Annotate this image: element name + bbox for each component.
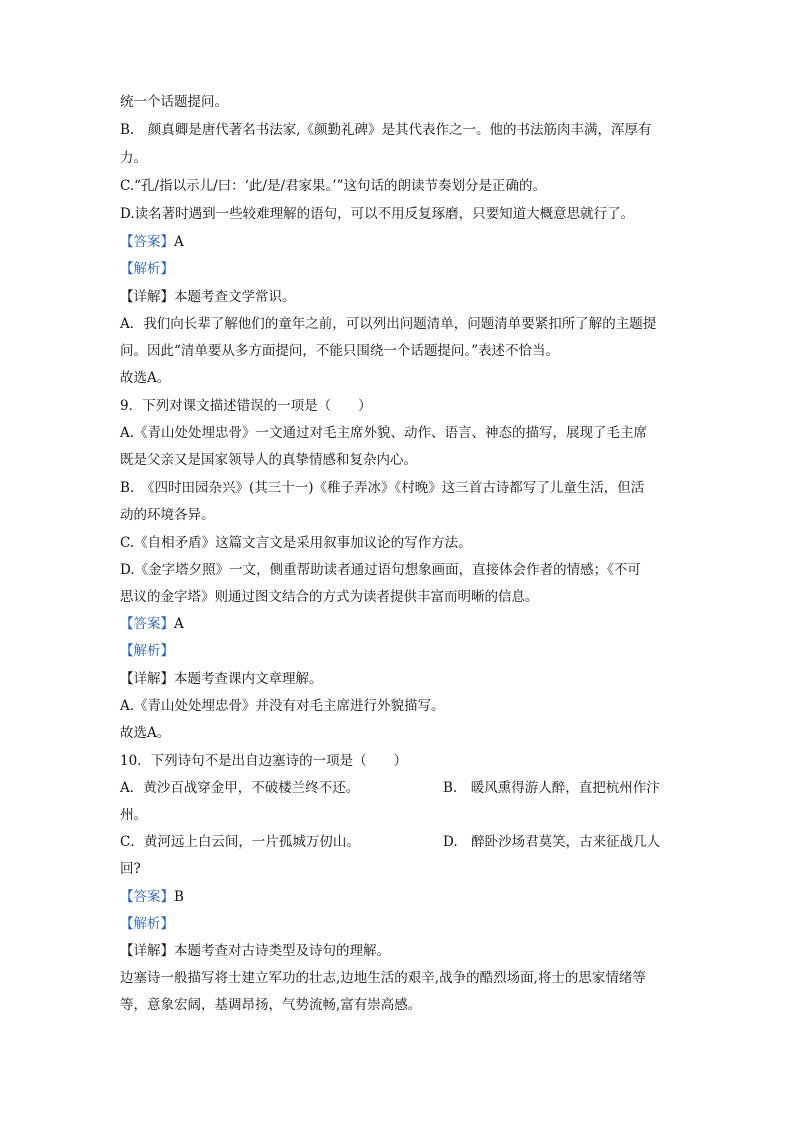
answer-line-3 bbox=[120, 887, 184, 907]
q9-option-d-line-2: 思议的金字塔》则通过图文结合的方式为读者提供丰富而明晰的信息。 bbox=[120, 589, 539, 605]
explanation-line: 边塞诗一般描写将士建立军功的壮志,边地生活的艰辛,战争的酷烈场面,将士的思家情绪等 bbox=[120, 970, 646, 986]
q10-option-c: C．黄河远上白云间，一片孤城万仞山。 bbox=[120, 834, 360, 850]
answer-value: B bbox=[174, 889, 184, 905]
text-line: 统一个话题提问。 bbox=[120, 94, 228, 110]
explanation-line: 等，意象宏阔，基调昂扬，气势流畅,富有崇高感。 bbox=[120, 997, 422, 1013]
q9-option-a-line-1: A.《青山处处埋忠骨》一文通过对毛主席外貌、动作、语言、神态的描写，展现了毛主席 bbox=[120, 425, 648, 441]
detail-text: 本题考查文学常识。 bbox=[174, 289, 296, 305]
detail-tag: 【详解】 bbox=[120, 289, 174, 305]
answer-tag: 【答案】 bbox=[120, 234, 174, 250]
analysis-tag: 【解析】 bbox=[120, 643, 174, 659]
detail-line-1 bbox=[120, 287, 296, 307]
question-10-title: 10．下列诗句不是出自边塞诗的一项是（ ） bbox=[120, 753, 408, 769]
q10-option-d-line-1: D. 醉卧沙场君莫笑，古来征战几人 bbox=[443, 834, 661, 850]
option-b-line-1: B. 颜真卿是唐代著名书法家,《颜勤礼碑》是其代表作之一。他的书法筋肉丰满，浑厚有 bbox=[120, 122, 652, 138]
answer-tag: 【答案】 bbox=[120, 889, 174, 905]
conclusion-line: 故选A。 bbox=[120, 370, 171, 386]
answer-value: A bbox=[174, 234, 184, 250]
q10-option-d-line-2: 回? bbox=[120, 861, 141, 877]
detail-line-3 bbox=[120, 941, 390, 961]
option-b-line-2: 力。 bbox=[120, 150, 147, 166]
q9-option-b-line-1: B. 《四时田园杂兴》(其三十一)《稚子弄冰》《村晚》这三首古诗都写了儿童生活，但活 bbox=[120, 480, 645, 496]
q9-option-b-line-2: 动的环境各异。 bbox=[120, 507, 215, 523]
explanation-line: 问。因此“清单要从多方面提问，不能只围绕一个话题提问。”表述不恰当。 bbox=[120, 343, 560, 359]
q9-option-a-line-2: 既是父亲又是国家领导人的真挚情感和复杂内心。 bbox=[120, 452, 417, 468]
q9-option-d-line-1: D.《金字塔夕照》一文，侧重帮助读者通过语句想象画面，直接体会作者的情感；《不可 bbox=[120, 562, 641, 578]
detail-tag: 【详解】 bbox=[120, 943, 174, 959]
option-c-line: C.“孔/指以示儿/曰：‘此/是/君家果。’”这句话的朗读节奏划分是正确的。 bbox=[120, 178, 546, 194]
q10-option-b-line-2: 州。 bbox=[120, 807, 147, 823]
detail-text: 本题考查对古诗类型及诗句的理解。 bbox=[174, 943, 390, 959]
option-d-line: D.读名著时遇到一些较难理解的语句，可以不用反复琢磨，只要知道大概意思就行了。 bbox=[120, 206, 635, 222]
answer-tag: 【答案】 bbox=[120, 616, 174, 632]
answer-value: A bbox=[174, 616, 184, 632]
analysis-tag: 【解析】 bbox=[120, 916, 174, 932]
explanation-line: A.《青山处处埋忠骨》并没有对毛主席进行外貌描写。 bbox=[120, 698, 445, 714]
q9-option-c-line: C.《自相矛盾》这篇文言文是采用叙事加议论的写作方法。 bbox=[120, 535, 472, 551]
detail-line-2 bbox=[120, 669, 323, 689]
explanation-line: A．我们向长辈了解他们的童年之前，可以列出问题清单，问题清单要紧扣所了解的主题提 bbox=[120, 316, 657, 332]
question-9-title: 9．下列对课文描述错误的一项是（ ） bbox=[120, 398, 372, 414]
detail-tag: 【详解】 bbox=[120, 671, 174, 687]
q10-option-a: A．黄沙百战穿金甲，不破楼兰终不还。 bbox=[120, 780, 360, 796]
answer-line-2 bbox=[120, 614, 184, 634]
answer-line-1 bbox=[120, 232, 184, 252]
analysis-tag: 【解析】 bbox=[120, 261, 174, 277]
conclusion-line: 故选A。 bbox=[120, 725, 171, 741]
q10-option-b-line-1: B. 暖风熏得游人醉，直把杭州作汴 bbox=[443, 780, 660, 796]
detail-text: 本题考查课内文章理解。 bbox=[174, 671, 323, 687]
